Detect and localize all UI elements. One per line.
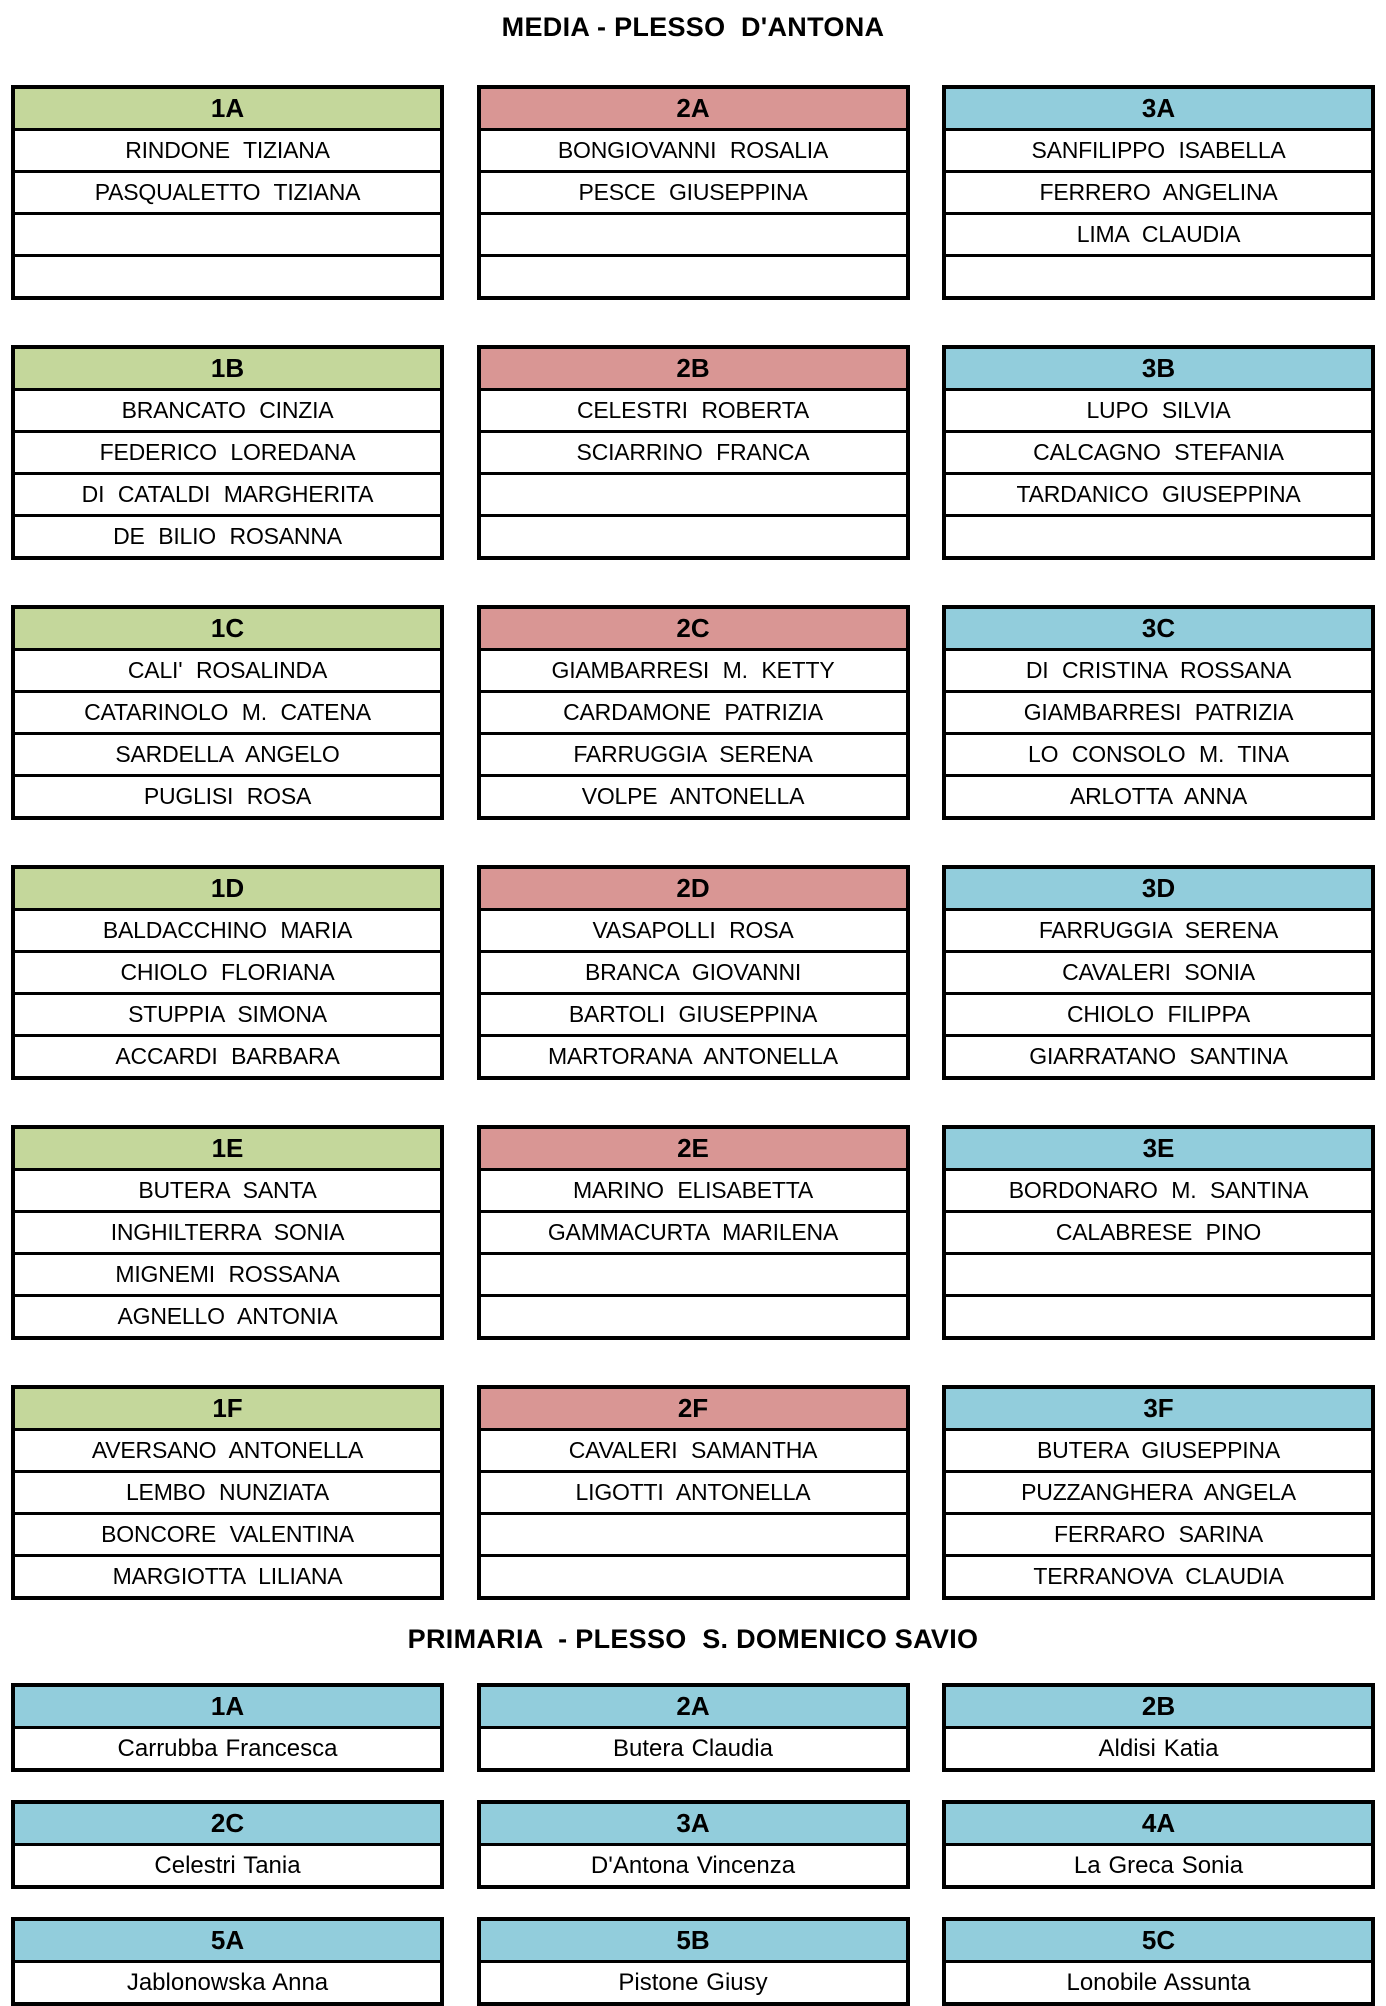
class-table-media-3b <box>942 345 1375 560</box>
teacher-name-cell: SCIARRINO FRANCA <box>481 430 906 472</box>
class-label: 3B <box>946 349 1371 388</box>
class-label: 2C <box>481 609 906 648</box>
teacher-name-cell: AVERSANO ANTONELLA <box>15 1428 440 1470</box>
teacher-name-cell: GAMMACURTA MARILENA <box>481 1210 906 1252</box>
class-label: 4A <box>946 1804 1371 1843</box>
teacher-name-cell: INGHILTERRA SONIA <box>15 1210 440 1252</box>
teacher-name-cell: LUPO SILVIA <box>946 388 1371 430</box>
class-table-media-3a <box>942 85 1375 300</box>
teacher-name-cell: FEDERICO LOREDANA <box>15 430 440 472</box>
class-table-primaria-5a <box>11 1917 444 2006</box>
class-label: 3E <box>946 1129 1371 1168</box>
teacher-name-cell <box>481 212 906 254</box>
class-label: 2A <box>481 1687 906 1726</box>
teacher-name-cell: VASAPOLLI ROSA <box>481 908 906 950</box>
class-label: 1A <box>15 1687 440 1726</box>
teacher-name-cell: Carrubba Francesca <box>15 1726 440 1768</box>
teacher-name-cell: CALI' ROSALINDA <box>15 648 440 690</box>
teacher-name-cell: RINDONE TIZIANA <box>15 128 440 170</box>
teacher-name-cell: MARTORANA ANTONELLA <box>481 1034 906 1076</box>
teacher-name-cell: BALDACCHINO MARIA <box>15 908 440 950</box>
teacher-name-cell: CHIOLO FILIPPA <box>946 992 1371 1034</box>
class-table-media-3f <box>942 1385 1375 1600</box>
teacher-name-cell: CARDAMONE PATRIZIA <box>481 690 906 732</box>
teacher-name-cell <box>481 1512 906 1554</box>
class-label: 2F <box>481 1389 906 1428</box>
teacher-name-cell: CAVALERI SONIA <box>946 950 1371 992</box>
teacher-name-cell: AGNELLO ANTONIA <box>15 1294 440 1336</box>
teacher-name-cell: CHIOLO FLORIANA <box>15 950 440 992</box>
teacher-name-cell: BUTERA SANTA <box>15 1168 440 1210</box>
class-table-media-2c <box>477 605 910 820</box>
teacher-name-cell: Butera Claudia <box>481 1726 906 1768</box>
teacher-name-cell: CALABRESE PINO <box>946 1210 1371 1252</box>
media-section-title: MEDIA - PLESSO D'ANTONA <box>501 12 885 42</box>
class-table-primaria-4a <box>942 1800 1375 1889</box>
teacher-name-cell: TERRANOVA CLAUDIA <box>946 1554 1371 1596</box>
class-table-media-1c <box>11 605 444 820</box>
teacher-name-cell <box>15 212 440 254</box>
teacher-name-cell: CELESTRI ROBERTA <box>481 388 906 430</box>
class-label: 2A <box>481 89 906 128</box>
teacher-name-cell <box>946 254 1371 296</box>
teacher-name-cell: CALCAGNO STEFANIA <box>946 430 1371 472</box>
class-table-media-3e <box>942 1125 1375 1340</box>
class-table-media-2a <box>477 85 910 300</box>
class-label: 1D <box>15 869 440 908</box>
teacher-name-cell: GIAMBARRESI M. KETTY <box>481 648 906 690</box>
class-label: 5B <box>481 1921 906 1960</box>
teacher-name-cell: DE BILIO ROSANNA <box>15 514 440 556</box>
class-table-media-1a <box>11 85 444 300</box>
teacher-name-cell: TARDANICO GIUSEPPINA <box>946 472 1371 514</box>
class-label: 1B <box>15 349 440 388</box>
teacher-name-cell <box>481 254 906 296</box>
teacher-name-cell: D'Antona Vincenza <box>481 1843 906 1885</box>
teacher-name-cell: ACCARDI BARBARA <box>15 1034 440 1076</box>
teacher-name-cell: FERRERO ANGELINA <box>946 170 1371 212</box>
class-table-primaria-5c <box>942 1917 1375 2006</box>
teacher-name-cell: PASQUALETTO TIZIANA <box>15 170 440 212</box>
class-label: 2C <box>15 1804 440 1843</box>
teacher-name-cell: PESCE GIUSEPPINA <box>481 170 906 212</box>
teacher-name-cell: BRANCA GIOVANNI <box>481 950 906 992</box>
teacher-name-cell: STUPPIA SIMONA <box>15 992 440 1034</box>
teacher-name-cell <box>946 1252 1371 1294</box>
teacher-name-cell: DI CRISTINA ROSSANA <box>946 648 1371 690</box>
class-table-primaria-3a <box>477 1800 910 1889</box>
teacher-name-cell: VOLPE ANTONELLA <box>481 774 906 816</box>
teacher-name-cell: Pistone Giusy <box>481 1960 906 2002</box>
class-table-media-1f <box>11 1385 444 1600</box>
teacher-name-cell: BONCORE VALENTINA <box>15 1512 440 1554</box>
teacher-name-cell: FERRARO SARINA <box>946 1512 1371 1554</box>
teacher-name-cell: MARINO ELISABETTA <box>481 1168 906 1210</box>
class-table-primaria-5b <box>477 1917 910 2006</box>
teacher-name-cell: SARDELLA ANGELO <box>15 732 440 774</box>
teacher-name-cell: BARTOLI GIUSEPPINA <box>481 992 906 1034</box>
class-table-media-3d <box>942 865 1375 1080</box>
class-table-media-2e <box>477 1125 910 1340</box>
class-table-primaria-2a <box>477 1683 910 1772</box>
teacher-name-cell: GIARRATANO SANTINA <box>946 1034 1371 1076</box>
teacher-name-cell: BORDONARO M. SANTINA <box>946 1168 1371 1210</box>
class-table-primaria-2b <box>942 1683 1375 1772</box>
teacher-name-cell <box>15 254 440 296</box>
class-label: 2B <box>481 349 906 388</box>
class-table-media-2d <box>477 865 910 1080</box>
teacher-name-cell: Celestri Tania <box>15 1843 440 1885</box>
class-label: 3D <box>946 869 1371 908</box>
teacher-name-cell: PUGLISI ROSA <box>15 774 440 816</box>
teacher-name-cell: LO CONSOLO M. TINA <box>946 732 1371 774</box>
class-table-media-1b <box>11 345 444 560</box>
class-table-media-1d <box>11 865 444 1080</box>
teacher-name-cell: CAVALERI SAMANTHA <box>481 1428 906 1470</box>
primaria-tables-grid <box>0 1683 1386 2006</box>
teacher-name-cell <box>481 1294 906 1336</box>
teacher-name-cell: BUTERA GIUSEPPINA <box>946 1428 1371 1470</box>
teacher-name-cell <box>481 1554 906 1596</box>
teacher-name-cell: Lonobile Assunta <box>946 1960 1371 2002</box>
teacher-name-cell: MIGNEMI ROSSANA <box>15 1252 440 1294</box>
class-table-media-2f <box>477 1385 910 1600</box>
class-label: 5A <box>15 1921 440 1960</box>
teacher-name-cell: FARRUGGIA SERENA <box>946 908 1371 950</box>
teacher-name-cell: FARRUGGIA SERENA <box>481 732 906 774</box>
teacher-name-cell: PUZZANGHERA ANGELA <box>946 1470 1371 1512</box>
class-table-media-3c <box>942 605 1375 820</box>
primaria-section-title: PRIMARIA - PLESSO S. DOMENICO SAVIO <box>407 1624 979 1654</box>
class-table-media-2b <box>477 345 910 560</box>
class-label: 3C <box>946 609 1371 648</box>
class-label: 3A <box>946 89 1371 128</box>
teacher-name-cell: LIMA CLAUDIA <box>946 212 1371 254</box>
class-label: 2D <box>481 869 906 908</box>
teacher-name-cell: GIAMBARRESI PATRIZIA <box>946 690 1371 732</box>
teacher-name-cell: CATARINOLO M. CATENA <box>15 690 440 732</box>
teacher-name-cell: LEMBO NUNZIATA <box>15 1470 440 1512</box>
teacher-name-cell: BONGIOVANNI ROSALIA <box>481 128 906 170</box>
teacher-name-cell: Jablonowska Anna <box>15 1960 440 2002</box>
teacher-name-cell <box>481 1252 906 1294</box>
class-label: 3A <box>481 1804 906 1843</box>
teacher-name-cell <box>481 514 906 556</box>
class-label: 1E <box>15 1129 440 1168</box>
teacher-name-cell: BRANCATO CINZIA <box>15 388 440 430</box>
class-label: 5C <box>946 1921 1371 1960</box>
media-tables-grid <box>0 85 1386 1600</box>
class-label: 1A <box>15 89 440 128</box>
teacher-name-cell <box>946 1294 1371 1336</box>
teacher-name-cell: SANFILIPPO ISABELLA <box>946 128 1371 170</box>
teacher-name-cell: MARGIOTTA LILIANA <box>15 1554 440 1596</box>
class-table-primaria-1a <box>11 1683 444 1772</box>
teacher-name-cell: La Greca Sonia <box>946 1843 1371 1885</box>
teacher-name-cell: Aldisi Katia <box>946 1726 1371 1768</box>
class-table-primaria-2c <box>11 1800 444 1889</box>
class-label: 1F <box>15 1389 440 1428</box>
teacher-name-cell: DI CATALDI MARGHERITA <box>15 472 440 514</box>
teacher-name-cell <box>481 472 906 514</box>
teacher-name-cell: LIGOTTI ANTONELLA <box>481 1470 906 1512</box>
class-label: 1C <box>15 609 440 648</box>
class-label: 3F <box>946 1389 1371 1428</box>
teacher-name-cell <box>946 514 1371 556</box>
class-table-media-1e <box>11 1125 444 1340</box>
class-label: 2E <box>481 1129 906 1168</box>
class-label: 2B <box>946 1687 1371 1726</box>
teacher-name-cell: ARLOTTA ANNA <box>946 774 1371 816</box>
